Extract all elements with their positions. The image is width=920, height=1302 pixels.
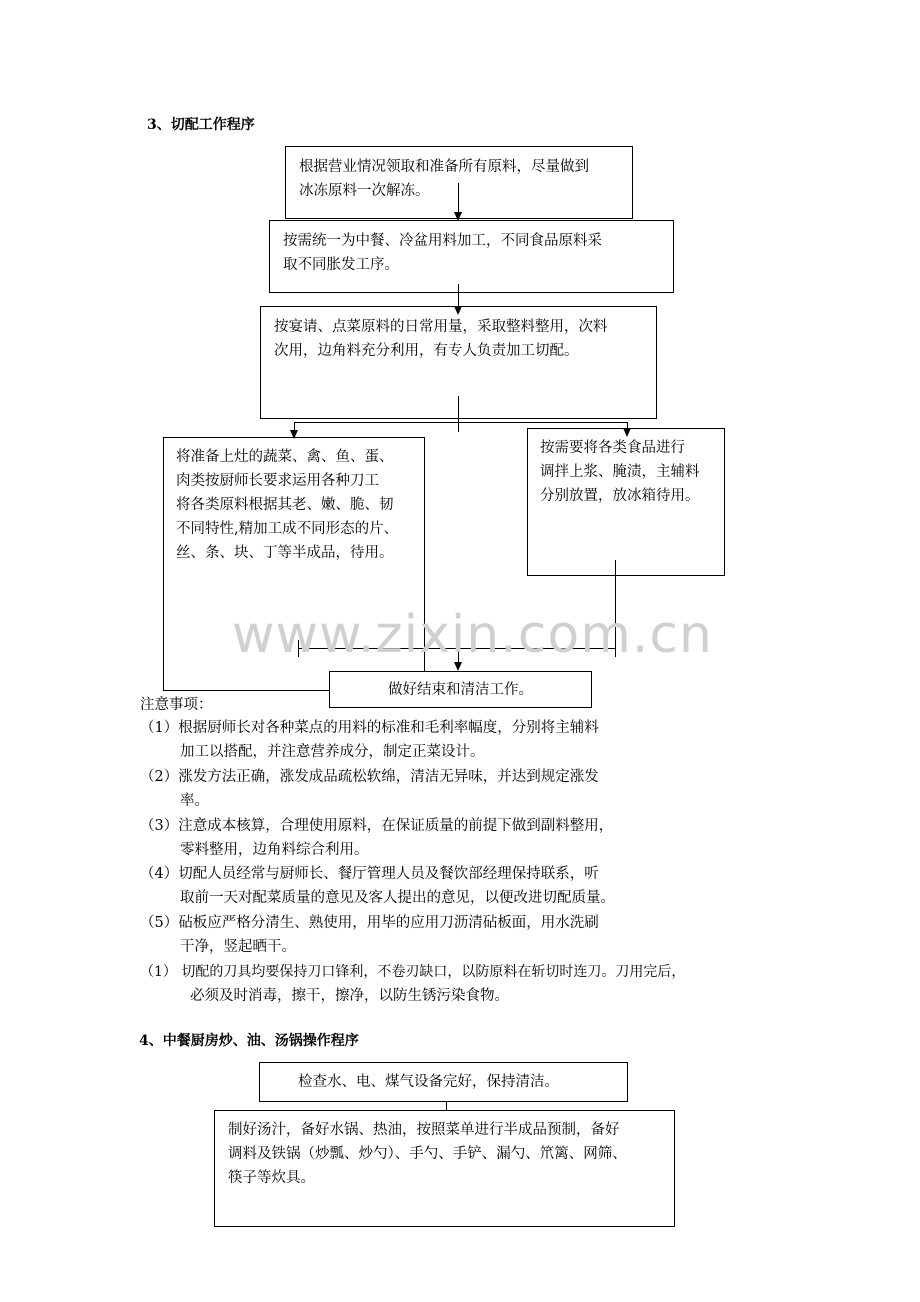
flow-box-prepare-stock-tools (214, 1110, 675, 1227)
note-line: 取前一天对配菜质量的意见及客人提出的意见，以便改进切配质量。 (180, 890, 615, 906)
note-line: （4）切配人员经常与厨师长、餐厅管理人员及餐饮部经理保持联系，听 (140, 866, 599, 882)
box-line: 将准备上灶的蔬菜、禽、鱼、蛋、 (176, 449, 394, 465)
arrow-down-icon (454, 212, 462, 221)
box-line: 检查水、电、煤气设备完好，保持清洁。 (298, 1074, 559, 1090)
box-line: 做好结束和清洁工作。 (388, 682, 533, 698)
connector-line (458, 396, 459, 432)
note-line: 零料整用，边角料综合利用。 (180, 842, 369, 858)
connector-line (458, 284, 459, 306)
connector-line (458, 183, 459, 213)
box-line: 调料及铁锅（炒瓢、炒勺）、手勺、手铲、漏勺、笊篱、网筛、 (228, 1146, 627, 1162)
note-line: （5）砧板应严格分清生、熟使用，用毕的应用刀沥清砧板面，用水洗刷 (140, 915, 599, 931)
flow-box-marinate-store (527, 428, 725, 576)
box-line: 将各类原料根据其老、嫩、脆、韧 (176, 497, 394, 513)
box-line: 不同特性,精加工成不同形态的片、 (176, 521, 399, 537)
arrow-down-icon (623, 428, 631, 437)
section3-title: 3、切配工作程序 (147, 117, 255, 133)
note-line: 干净，竖起晒干。 (180, 939, 296, 955)
section4-title: 4、中餐厨房炒、油、汤锅操作程序 (139, 1033, 359, 1049)
box-line: 根据营业情况领取和准备所有原料，尽量做到 (299, 159, 589, 175)
box-line: 制好汤汁，备好水锅、热油，按照菜单进行半成品预制，备好 (228, 1122, 620, 1138)
connector-line (294, 422, 628, 423)
flow-box-finish-clean (329, 671, 592, 708)
note-line: 必须及时消毒，擦干，擦净，以防生锈污染食物。 (190, 988, 509, 1004)
box-line: 筷子等炊具。 (228, 1170, 315, 1186)
flow-box-prepare-materials (285, 146, 633, 219)
arrow-down-icon (454, 306, 462, 315)
watermark: www.zixin.com.cn (232, 605, 713, 665)
arrow-down-icon (290, 430, 298, 439)
flow-box-unified-processing (269, 220, 674, 293)
box-line: 分别放置，放冰箱待用。 (540, 488, 700, 504)
box-line: 按需统一为中餐、冷盆用料加工，不同食品原料采 (283, 233, 602, 249)
box-line: 调拌上浆、腌渍，主辅料 (540, 464, 700, 480)
note-line: （2）涨发方法正确，涨发成品疏松软绵，清洁无异味，并达到规定涨发 (140, 769, 599, 785)
notes-title: 注意事项： (140, 697, 213, 713)
box-line: 肉类按厨师长要求运用各种刀工 (176, 473, 379, 489)
note-line: （3）注意成本核算，合理使用原料，在保证质量的前提下做到副料整用， (140, 818, 614, 834)
note-line: 率。 (180, 793, 209, 809)
box-line: 冰冻原料一次解冻。 (299, 183, 430, 199)
box-line: 取不同胀发工序。 (283, 257, 399, 273)
box-line: 次用，边角料充分利用，有专人负责加工切配。 (274, 343, 579, 359)
box-line: 按宴请、点菜原料的日常用量，采取整料整用，次料 (274, 319, 608, 335)
box-line: 按需要将各类食品进行 (540, 440, 685, 456)
box-line: 丝、条、块、丁等半成品，待用。 (176, 545, 394, 561)
flow-box-check-equipment (259, 1062, 628, 1102)
note-line: （1） 切配的刀具均要保持刀口锋利，不卷刃缺口，以防原料在斩切时连刀。刀用完后， (140, 964, 686, 980)
note-line: （1）根据厨师长对各种菜点的用料的标准和毛利率幅度，分别将主辅料 (140, 720, 599, 736)
note-line: 加工以搭配，并注意营养成分，制定正菜设计。 (180, 744, 485, 760)
